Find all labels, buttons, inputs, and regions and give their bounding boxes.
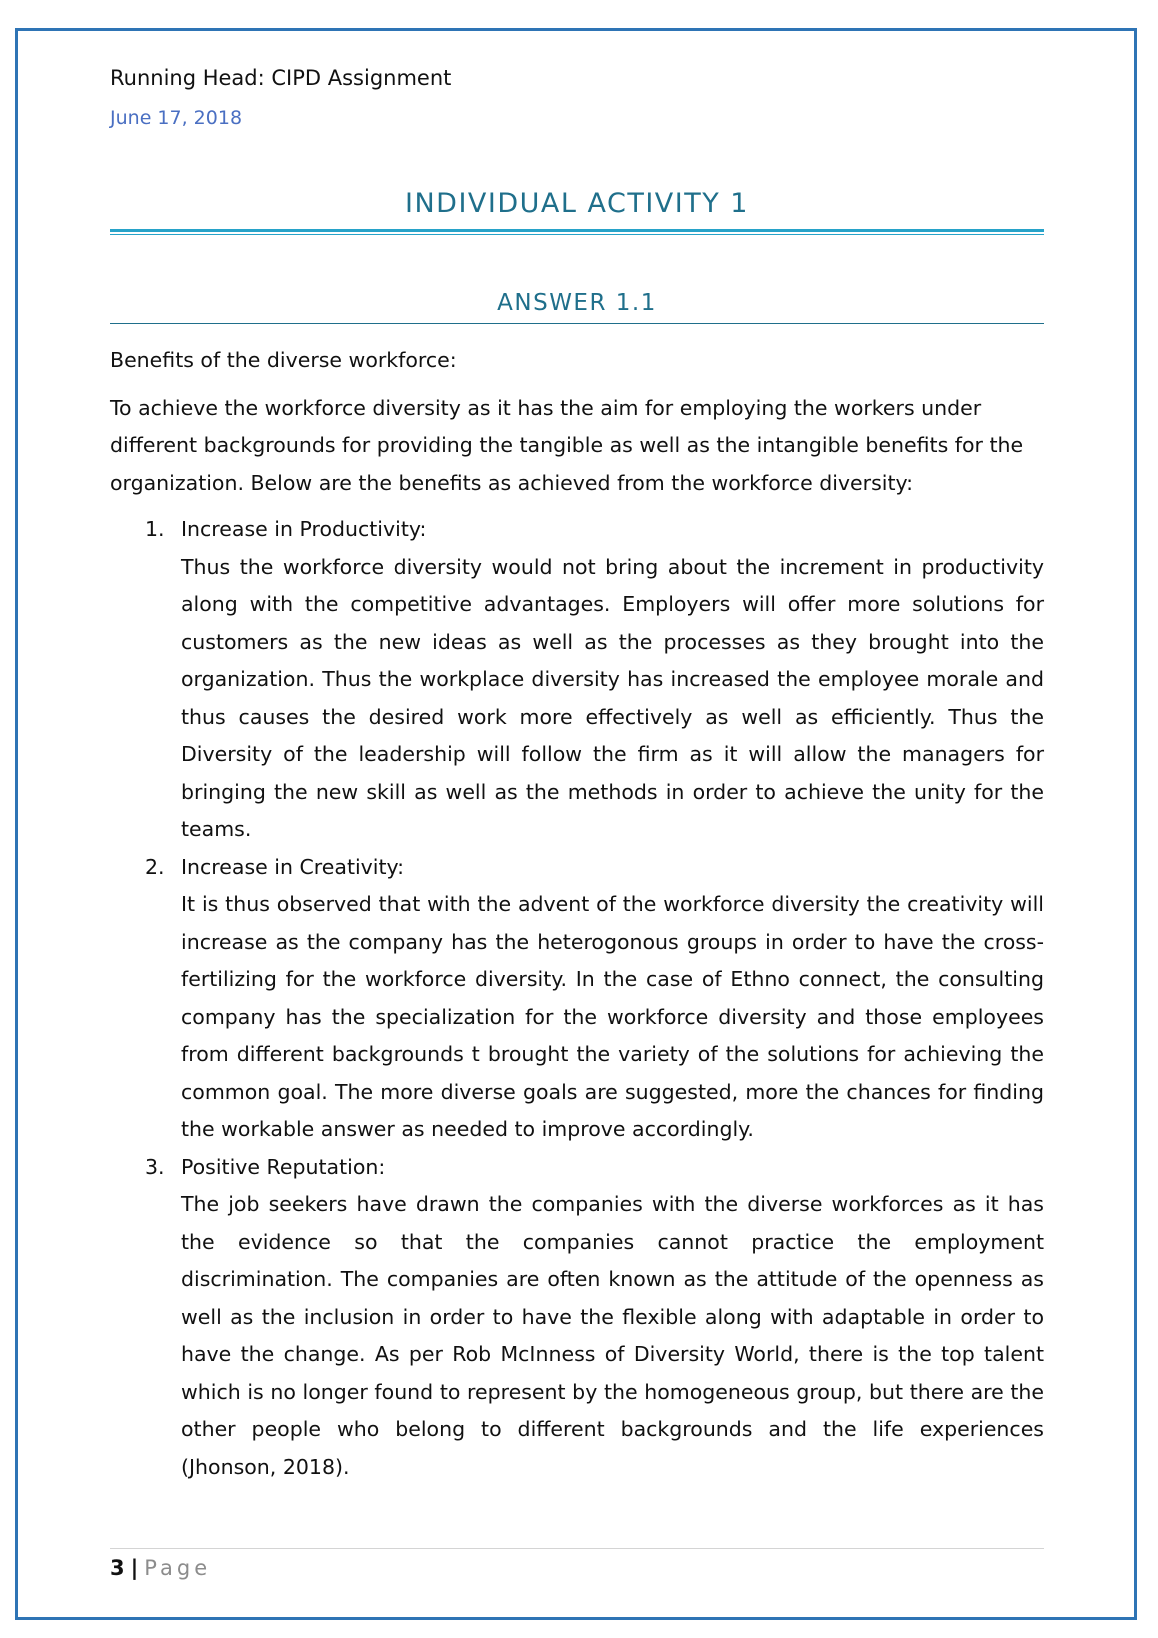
title-rule (110, 229, 1044, 232)
list-item-body: Thus the workforce diversity would not bring about the increment in productivity along with the competitive advantages. Employers will offer more solutions for customers as the new ideas as well as the processes as they brought into the organization. Thus the workplace diversity has increased the employee morale and thus causes the desired work more effectively as well as efficiently. Thus the Diversity of the leadership will follow the firm as it will allow the managers for bringing the new skill as well as the methods in order to achieve the unity for the teams. (181, 554, 1044, 841)
page-label: Page (144, 1556, 212, 1580)
page-separator: | (130, 1556, 139, 1580)
intro-paragraph: To achieve the workforce diversity as it has the aim for employing the workers under different backgrounds for providing the tangible as well as the intangible benefits for the organization. Below are the benefits as achieved from the workforce diversity: (110, 395, 1024, 495)
section-heading: ANSWER 1.1 (497, 290, 657, 316)
benefits-list (110, 511, 1044, 1486)
list-item-body: It is thus observed that with the advent of the workforce diversity the creativity will increase as the company has the heterogonous groups in order to have the cross-fertilizing for the workforce diversity. In the case of Ethno connect, the consulting company has the specialization for the workforce diversity and those employees from different backgrounds t brought the variety of the solutions for achieving the common goal. The more diverse goals are suggested, more the chances for finding the workable answer as needed to improve accordingly. (181, 892, 1044, 1141)
list-item-title: Positive Reputation: (181, 1154, 386, 1179)
list-item-title: Increase in Productivity: (181, 517, 427, 541)
list-item-body: The job seekers have drawn the companies with the diverse workforces as it has the evidence so that the companies cannot practice the employment discrimination. The companies are often known as the attitude of the openness as well as the inclusion in order to have the flexible along with adaptable in order to have the change. As per Rob McInness of Diversity World, there is the top talent which is no longer found to represent by the homogeneous group, but there are the other people who belong to different backgrounds and the life experiences (Jhonson, 2018). (181, 1192, 1044, 1479)
page-title: INDIVIDUAL ACTIVITY 1 (405, 188, 749, 219)
document-date: June 17, 2018 (110, 107, 243, 129)
page-number: 3 (110, 1556, 125, 1580)
list-item-number: 3. (145, 1154, 165, 1179)
title-rule-thin (110, 234, 1044, 235)
intro-label: Benefits of the diverse workforce: (110, 348, 457, 372)
list-item-title: Increase in Creativity: (181, 854, 405, 879)
list-item (110, 1149, 1044, 1487)
list-item (110, 511, 1044, 849)
page-content (110, 62, 1044, 1486)
section-rule (110, 323, 1044, 324)
list-item-number: 1. (145, 517, 165, 541)
footer-rule (110, 1548, 1044, 1549)
running-head: Running Head: CIPD Assignment (110, 66, 452, 90)
list-item (110, 849, 1044, 1149)
list-item-number: 2. (145, 854, 165, 879)
page-footer (110, 1548, 1044, 1582)
page-number-line (110, 1554, 1044, 1582)
